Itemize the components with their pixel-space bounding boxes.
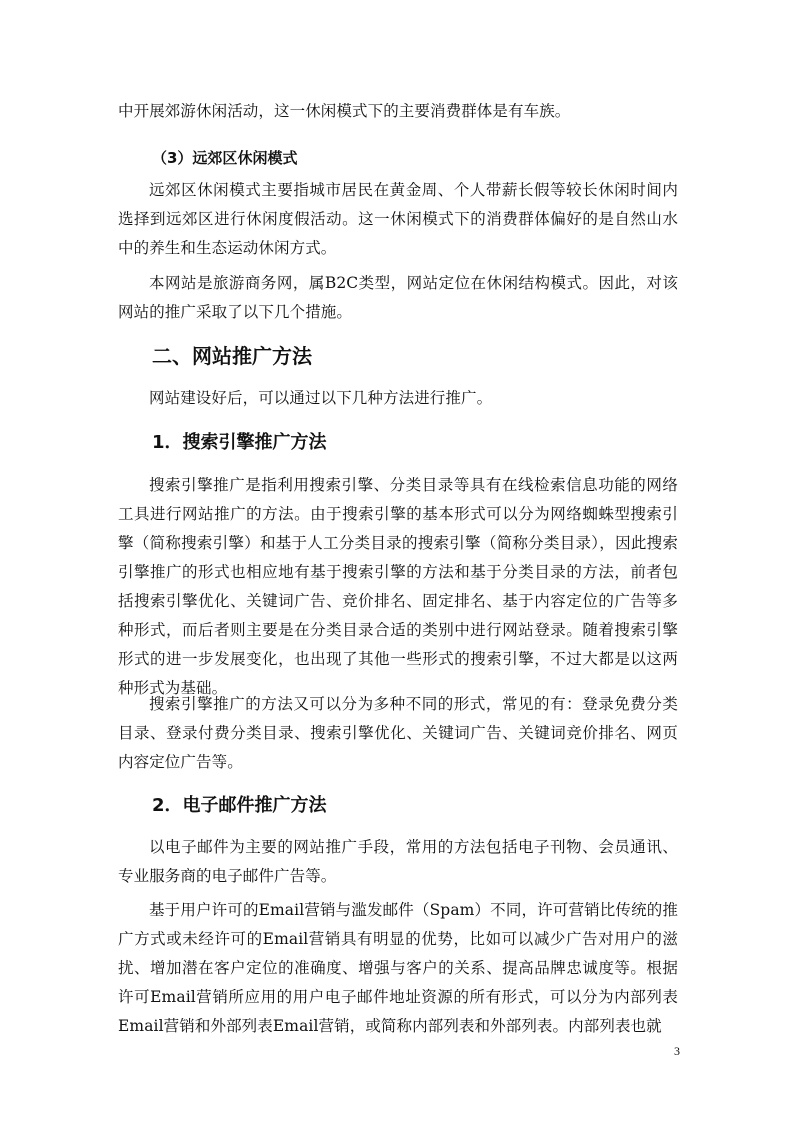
- paragraph-intro: 网站建设好后，可以通过以下几种方法进行推广。: [149, 389, 493, 407]
- page-number: 3: [674, 1044, 680, 1058]
- paragraph-search-engine-2: 搜索引擎推广的方法又可以分为多种不同的形式，常见的有：登录免费分类目录、登录付费分类目录、搜索引擎优化、关键词广告、关键词竞价排名、网页内容定位广告等。: [118, 695, 678, 771]
- paragraph-search-engine-1: 搜索引擎推广是指利用搜索引擎、分类目录等具有在线检索信息功能的网络工具进行网站推广的方法。由于搜索引擎的基本形式可以分为网络蜘蛛型搜索引擎（简称搜索引擎）和基于人工分类目录的搜索引擎（简称分类目录），因此搜索引擎推广的形式也相应地有基于搜索引擎的方法和基于分类目录的方法，前者包括搜索引擎优化、关键词广告、竞价排名、固定排名、基于内容定位的广告等多种形式，而后者则主要是在分类目录合适的类别中进行网站登录。随着搜索引擎形式的进一步发展变化，也出现了其他一些形式的搜索引擎，不过大都是以这两种形式为基础。: [118, 476, 678, 697]
- continued-paragraph: 中开展郊游休闲活动，这一休闲模式下的主要消费群体是有车族。: [118, 102, 571, 120]
- paragraph-email-1: 以电子邮件为主要的网站推广手段，常用的方法包括电子刊物、会员通讯、专业服务商的电子邮件广告等。: [118, 838, 678, 885]
- section-title-website-promotion: 二、网站推广方法: [152, 344, 312, 368]
- subheading-far-suburb-mode: （3）远郊区休闲模式: [152, 149, 298, 167]
- subsection-title-search-engine: 1．搜索引擎推广方法: [152, 432, 327, 453]
- paragraph-far-suburb: 远郊区休闲模式主要指城市居民在黄金周、个人带薪长假等较长休闲时间内选择到远郊区进行休闲度假活动。这一休闲模式下的消费群体偏好的是自然山水中的养生和生态运动休闲方式。: [118, 181, 678, 257]
- subsection-title-email: 2．电子邮件推广方法: [152, 795, 327, 816]
- paragraph-site-positioning: 本网站是旅游商务网，属B2C类型，网站定位在休闲结构模式。因此，对该网站的推广采取了以下几个措施。: [118, 274, 678, 321]
- paragraph-email-2: 基于用户许可的Email营销与滥发邮件（Spam）不同，许可营销比传统的推广方式或未经许可的Email营销具有明显的优势，比如可以减少广告对用户的滋扰、增加潜在客户定位的准确度、增强与客户的关系、提高品牌忠诚度等。根据许可Email营销所应用的用户电子邮件地址资源的所有形式，可以分为内部列表Email营销和外部列表Email营销，或简称内部列表和外部列表。内部列表也就: [118, 901, 678, 1035]
